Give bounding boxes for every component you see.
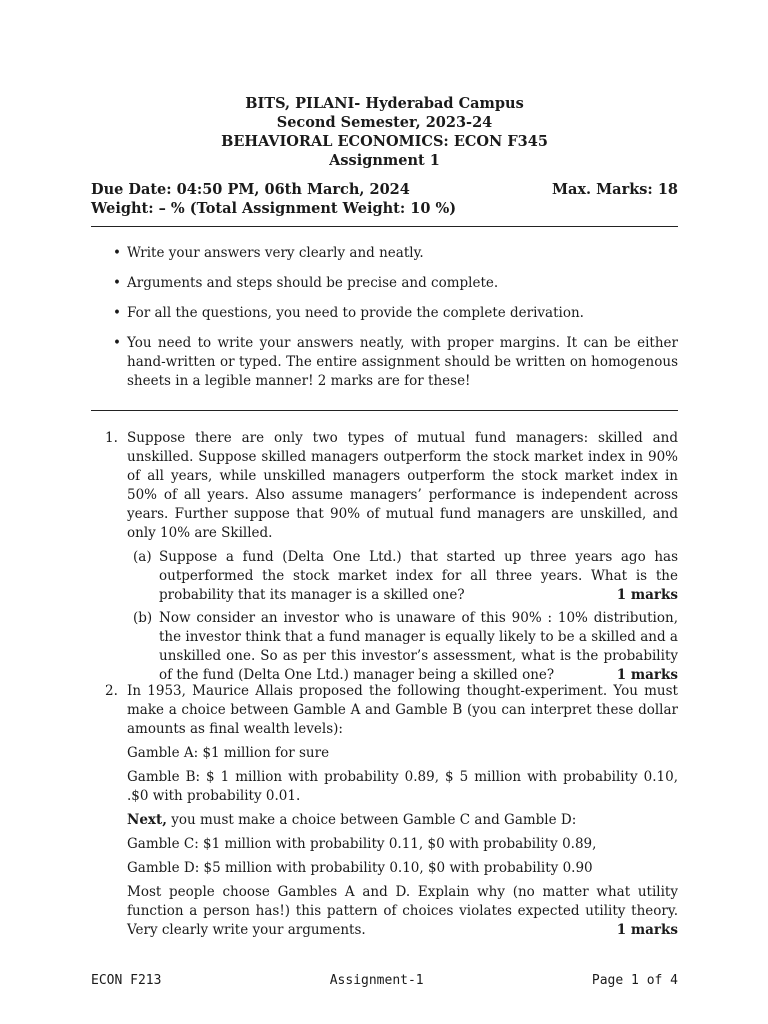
question-text: Suppose there are only two types of mutual fund managers: skilled and unskilled. Suppose skilled managers outperform the stock market index in 90% of all years, while unskilled managers outperform the stock market index in 50% of all years. Also assume managers’ performance is independent across years. Further suppose that 90% of mutual fund managers are unskilled, and only 10% are Skilled. <box>127 430 678 541</box>
gamble-b: Gamble B: $ 1 million with probability 0.89, $ 5 million with probability 0.10, .$0 with probability 0.01. <box>127 769 678 804</box>
semester-line: Second Semester, 2023-24 <box>276 114 493 131</box>
page-footer <box>91 973 678 988</box>
course-title: BEHAVIORAL ECONOMICS: ECON F345 <box>221 133 548 150</box>
document-page <box>91 0 678 1024</box>
footer-page-number: Page 1 of 4 <box>591 973 678 988</box>
divider-top <box>91 226 678 227</box>
question-2 <box>91 682 678 945</box>
part-text: Now consider an investor who is unaware of this 90% : 10% distribution, the investor think that a fund manager is equally likely to be a skilled and a unskilled one. So as per this investor’s assessment, what is the probability of the fund (Delta One Ltd.) manager being a skilled one? <box>159 610 678 683</box>
question-part-a: (a) Suppose a fund (Delta One Ltd.) that started up three years ago has outperformed the stock market index for all three years. What is the probability that its manager is a skilled one? 1 marks <box>133 549 678 603</box>
question-closing: Most people choose Gambles A and D. Explain why (no matter what utility function a person has!) this pattern of choices violates expected utility theory. Very clearly write your arguments. 1 marks <box>127 884 678 938</box>
marks-label: 1 marks <box>616 587 678 603</box>
institution-name: BITS, PILANI- Hyderabad Campus <box>245 95 524 112</box>
next-instruction: Next, you must make a choice between Gamble C and Gamble D: <box>127 812 577 828</box>
assignment-meta <box>91 180 678 218</box>
question-number: 1. <box>105 430 118 446</box>
instruction-item: • Arguments and steps should be precise and complete. <box>113 275 499 291</box>
footer-course-code: ECON F213 <box>91 973 162 988</box>
question-intro: In 1953, Maurice Allais proposed the following thought-experiment. You must make a choice between Gamble A and Gamble B (you can interpret these dollar amounts as final wealth levels): <box>127 683 678 737</box>
instruction-item: • For all the questions, you need to provide the complete derivation. <box>113 305 584 321</box>
gamble-a: Gamble A: $1 million for sure <box>127 745 330 761</box>
question-1 <box>91 429 678 689</box>
divider-bottom <box>91 410 678 411</box>
gamble-d: Gamble D: $5 million with probability 0.10, $0 with probability 0.90 <box>127 860 593 876</box>
max-marks: Max. Marks: 18 <box>551 181 678 198</box>
marks-label: 1 marks <box>616 667 678 683</box>
document-header <box>91 94 678 170</box>
assignment-title: Assignment 1 <box>329 152 440 169</box>
part-text: Suppose a fund (Delta One Ltd.) that started up three years ago has outperformed the stock market index for all three years. What is the probability that its manager is a skilled one? <box>159 549 678 603</box>
instruction-item: • You need to write your answers neatly, with proper margins. It can be either hand-written or typed. The entire assignment should be written on homogenous sheets in a legible manner! 2 marks are for these! <box>113 335 678 389</box>
question-number: 2. <box>105 683 118 699</box>
marks-label: 1 marks <box>616 922 678 938</box>
gamble-c: Gamble C: $1 million with probability 0.11, $0 with probability 0.89, <box>127 836 597 852</box>
instructions-list <box>91 244 678 402</box>
instruction-item: • Write your answers very clearly and neatly. <box>113 245 424 261</box>
question-part-b: (b) Now consider an investor who is unaware of this 90% : 10% distribution, the investor think that a fund manager is equally likely to be a skilled and a unskilled one. So as per this investor’s assessment, what is the probability of the fund (Delta One Ltd.) manager being a skilled one? 1 marks <box>133 610 678 683</box>
weight-line: Weight: – % (Total Assignment Weight: 10 %) <box>91 200 457 217</box>
due-date: Due Date: 04:50 PM, 06th March, 2024 <box>91 181 410 198</box>
footer-doc-name: Assignment-1 <box>329 973 424 988</box>
